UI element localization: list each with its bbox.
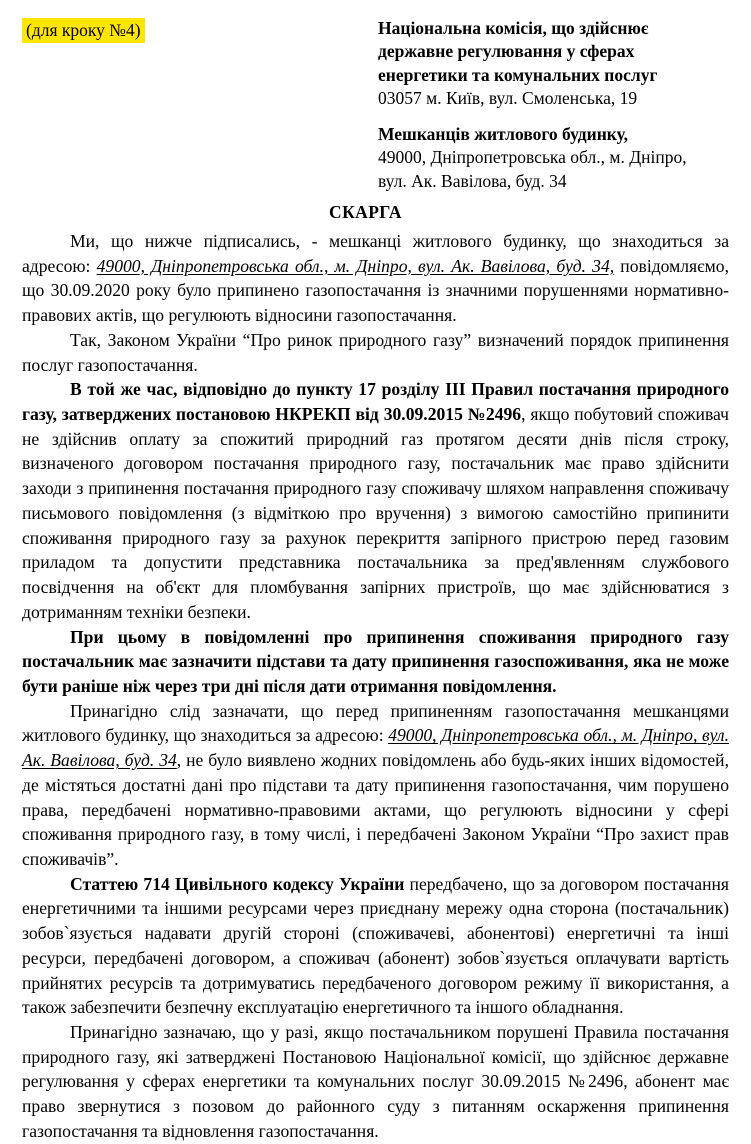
paragraph-5-text-b: , не було виявлено жодних повідомлень або будь-яких інших відомостей, де містяться достатні дані про підстави та дату припинення газопостачання, чим порушено права, передбачені нормативно-правовими актами, що регулюють відносини у сфері споживання природного газу, в тому числі, і передбачені Законом України “Про захист прав споживачів”. bbox=[22, 750, 729, 869]
addressee-org-line-2: державне регулювання у сферах bbox=[378, 41, 635, 62]
residence-address-1: 49000, Дніпропетровська обл., м. Дніпро, вул. Ак. Вавілова, буд. 34, bbox=[96, 255, 615, 276]
paragraph-5-text-a: Принагідно слід зазначати, що перед припиненням газопостачання мешканцями житлового будинку, що знаходиться за адресою: bbox=[22, 700, 729, 746]
paragraph-3-text: , якщо побутовий споживач не здійснив оплату за спожитий природний газ протягом десяти днів після строку, визначеного договором постачання природного газу, постачальник має право здійснити заходи з припинення постачання природного газу споживачу шляхом направлення споживачу письмового повідомлення (з відміткою про вручення) з вимогою самостійно припинити споживання природного газу за рахунок перекриття запірного пристрою перед газовим приладом та допустити представника постачальника за пред'явленням службового посвідчення на об'єкт для пломбування запірних пристроїв, що має здійснюватися з дотриманням техніки безпеки. bbox=[22, 404, 729, 622]
addressee-org-address: 03057 м. Київ, вул. Смоленська, 19 bbox=[378, 87, 638, 108]
paragraph-7: Принагідно зазначаю, що у разі, якщо постачальником порушені Правила постачання природного газу, які затверджені Постановою Національної комісії, що здійснює державне регулювання у сферах енергетики та комунальних послуг 30.09.2015 №2496, абонент має право звернутися з позовом до районного суду з питанням оскарження припинення газопостачання та відновлення газопостачання. bbox=[22, 1022, 729, 1141]
paragraph-1 bbox=[22, 229, 729, 328]
sender-address-line-1: 49000, Дніпропетровська обл., м. Дніпро, bbox=[378, 147, 687, 168]
document-title: СКАРГА bbox=[329, 202, 402, 222]
paragraph-3 bbox=[22, 377, 729, 624]
paragraph-6 bbox=[22, 872, 729, 1020]
paragraph-6-text: передбачено, що за договором постачання енергетичними та іншими ресурсами через приєднану мережу одна сторона (постачальник) зобов`язується надавати другій стороні (споживачеві, абонентові) енергетичні та інші ресурси, передбачені договором, а споживач (абонент) зобов`язується оплачувати вартість прийнятих ресурсів та дотримуватись передбаченого договором режиму її використання, а також забезпечити безпечну експлуатацію енергетичного та іншого обладнання. bbox=[22, 873, 730, 1018]
paragraph-3-emphasis: В той же час, відповідно до пункту 17 розділу ІІІ Правил постачання природного газу, затверджених постановою НКРЕКП від 30.09.2015 №2496 bbox=[22, 379, 729, 425]
addressee-org-line-3: енергетики та комунальних послуг bbox=[378, 64, 658, 85]
paragraph-2: Так, Законом України “Про ринок природного газу” визначений порядок припинення послуг газопостачання. bbox=[22, 329, 729, 375]
residence-address-2: 49000, Дніпропетровська обл., м. Дніпро, вул. Ак. Вавілова, буд. 34 bbox=[22, 725, 729, 771]
addressee-org-line-1: Національна комісія, що здійснює bbox=[378, 18, 649, 38]
document-body bbox=[0, 229, 751, 1144]
sender-address-line-2: вул. Ак. Вавілова, буд. 34 bbox=[378, 170, 567, 191]
paragraph-5 bbox=[22, 699, 729, 872]
paragraph-4: При цьому в повідомленні про припинення споживання природного газу постачальник має зазначити підстави та дату припинення газоспоживання, яка не може бути раніше ніж через три дні після дати отримання повідомлення. bbox=[22, 626, 729, 696]
step-tag-highlight: (для кроку №4) bbox=[22, 18, 145, 43]
document-header bbox=[0, 0, 751, 200]
sender-title: Мешканців житлового будинку, bbox=[378, 124, 628, 145]
addressee-block bbox=[378, 17, 730, 193]
sender-block bbox=[378, 123, 730, 193]
paragraph-1-text-a: Ми, що нижче підписались, - мешканці житлового будинку, що знаходиться за адресою: bbox=[22, 231, 729, 276]
paragraph-6-emphasis: Статтею 714 Цивільного кодексу України bbox=[70, 873, 405, 894]
paragraph-1-text-b: повідомляємо, що 30.09.2020 року було припинено газопостачання із значними порушеннями нормативно-правових актів, що регулюють відносини газопостачання. bbox=[22, 255, 730, 326]
